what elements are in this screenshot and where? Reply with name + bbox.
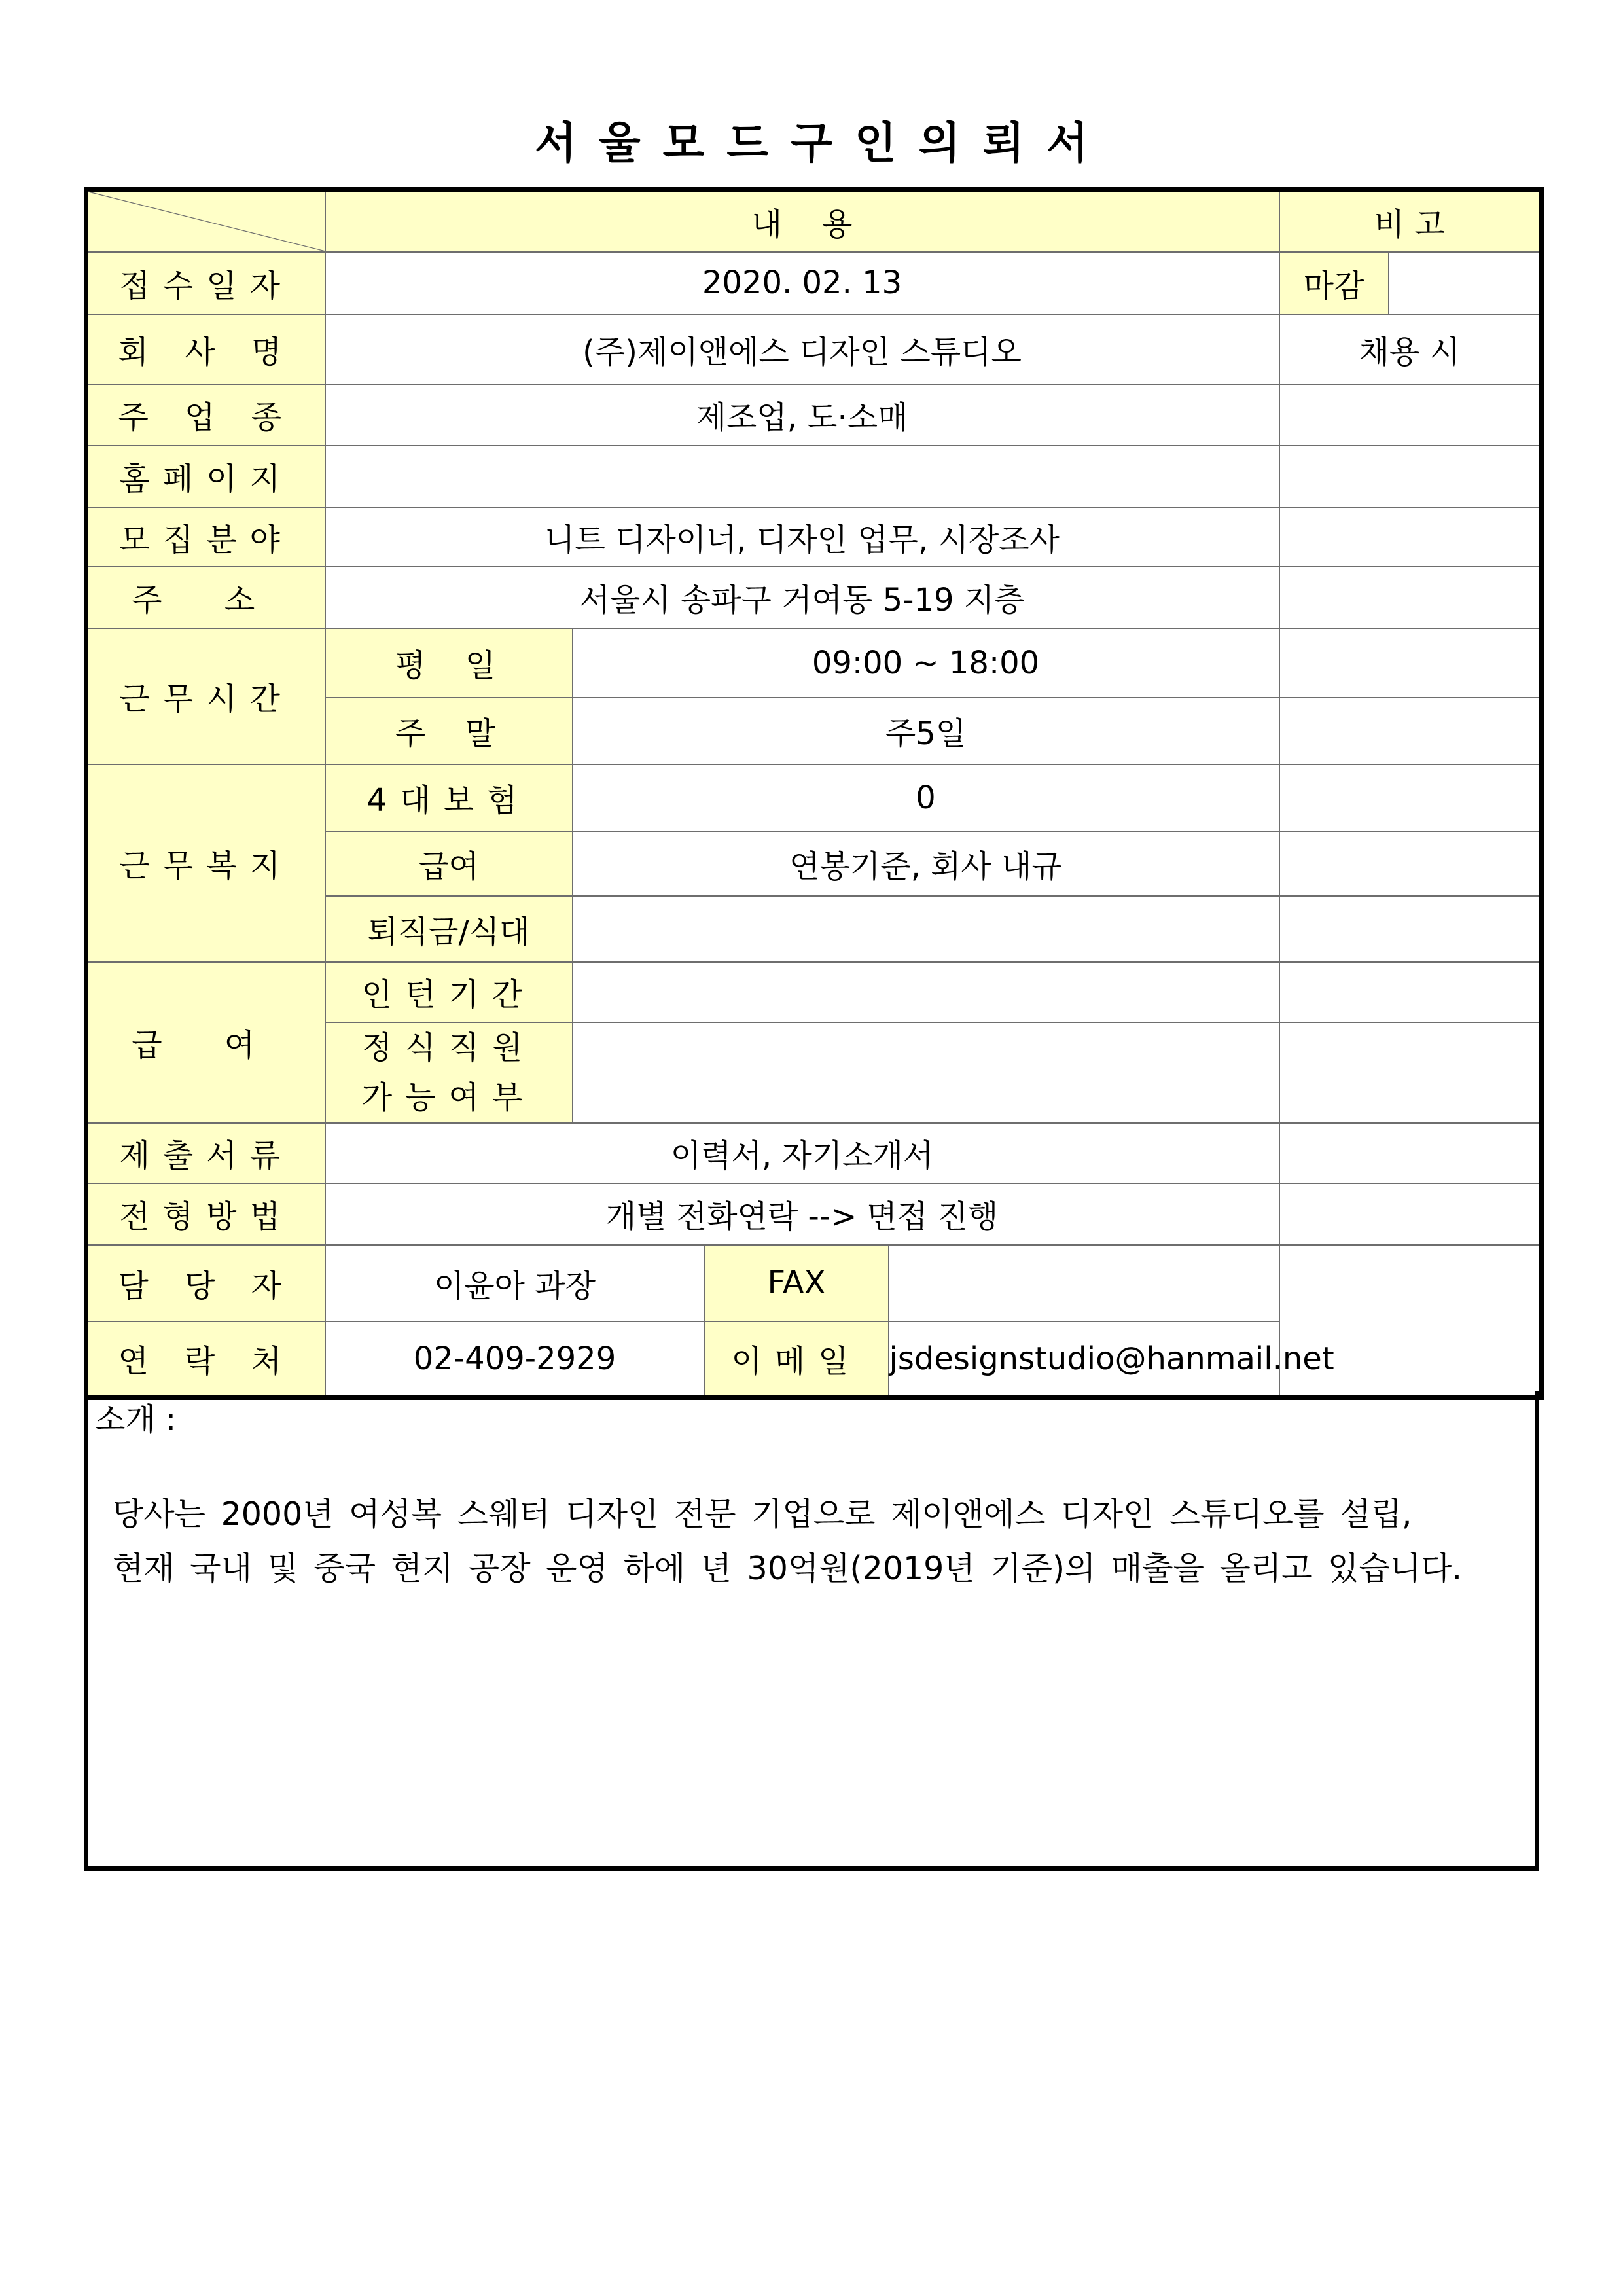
insurance-remark bbox=[1279, 764, 1542, 831]
introduction-line-1: 당사는 2000년 여성복 스웨터 디자인 전문 기업으로 제이앤에스 디자인 스튜디오를 설립, bbox=[113, 1496, 1412, 1533]
weekday-value: 09:00 ~ 18:00 bbox=[573, 628, 1279, 698]
address-label: 주 소 bbox=[86, 567, 325, 628]
address-value: 서울시 송파구 거여동 5-19 지층 bbox=[325, 567, 1279, 628]
manager-row bbox=[86, 1245, 1542, 1321]
fax-label: FAX bbox=[705, 1245, 889, 1321]
weekend-label: 주 말 bbox=[325, 698, 573, 764]
regular-staff-value bbox=[573, 1022, 1279, 1123]
recruit-field-row bbox=[86, 507, 1542, 567]
severance-remark bbox=[1279, 896, 1542, 962]
company-row bbox=[86, 314, 1542, 384]
corner-diagonal-cell bbox=[86, 190, 325, 252]
insurance-row bbox=[86, 764, 1542, 831]
deadline-value bbox=[1389, 252, 1542, 314]
introduction-line-2: 현재 국내 및 중국 현지 공장 운영 하에 년 30억원(2019년 기준)의 매출을 올리고 있습니다. bbox=[113, 1550, 1463, 1587]
manager-label: 담 당 자 bbox=[86, 1245, 325, 1321]
address-remark bbox=[1279, 567, 1542, 628]
work-hours-label: 근무시간 bbox=[86, 628, 325, 764]
recruitment-form-table bbox=[84, 187, 1544, 1400]
recruit-field-label: 모집분야 bbox=[86, 507, 325, 567]
industry-remark bbox=[1279, 384, 1542, 446]
introduction-box bbox=[84, 1391, 1539, 1871]
salary-value: 연봉기준, 회사 내규 bbox=[573, 831, 1279, 896]
homepage-remark bbox=[1279, 446, 1542, 507]
remarks-header: 비 고 bbox=[1279, 190, 1542, 252]
weekday-label: 평 일 bbox=[325, 628, 573, 698]
diagonal-line bbox=[88, 192, 325, 251]
intern-row bbox=[86, 962, 1542, 1022]
severance-value bbox=[573, 896, 1279, 962]
homepage-value bbox=[325, 446, 1279, 507]
introduction-label: 소개 : bbox=[95, 1401, 177, 1438]
weekday-row bbox=[86, 628, 1542, 698]
homepage-row bbox=[86, 446, 1542, 507]
header-row bbox=[86, 190, 1542, 252]
industry-row bbox=[86, 384, 1542, 446]
intern-value bbox=[573, 962, 1279, 1022]
document-title: 서울모드구인의뢰서 bbox=[535, 118, 1111, 168]
company-remark: 채용 시 bbox=[1279, 314, 1542, 384]
company-label: 회 사 명 bbox=[86, 314, 325, 384]
receipt-date-row bbox=[86, 252, 1542, 314]
industry-label: 주 업 종 bbox=[86, 384, 325, 446]
insurance-value: 0 bbox=[573, 764, 1279, 831]
selection-label: 전형방법 bbox=[86, 1183, 325, 1245]
selection-row bbox=[86, 1183, 1542, 1245]
contact-label: 연 락 처 bbox=[86, 1321, 325, 1398]
weekend-value: 주5일 bbox=[573, 698, 1279, 764]
address-row bbox=[86, 567, 1542, 628]
email-value: jsdesignstudio@hanmail.net bbox=[889, 1321, 1279, 1398]
weekend-remark bbox=[1279, 698, 1542, 764]
regular-staff-remark bbox=[1279, 1022, 1542, 1123]
regular-staff-label bbox=[325, 1022, 573, 1123]
content-header: 내 용 bbox=[325, 190, 1279, 252]
welfare-label: 근무복지 bbox=[86, 764, 325, 962]
selection-remark bbox=[1279, 1183, 1542, 1245]
documents-row bbox=[86, 1123, 1542, 1183]
regular-staff-label-line1: 정식직원 bbox=[361, 1029, 536, 1066]
documents-value: 이력서, 자기소개서 bbox=[325, 1123, 1279, 1183]
selection-value: 개별 전화연락 --> 면접 진행 bbox=[325, 1183, 1279, 1245]
deadline-label: 마감 bbox=[1279, 252, 1389, 314]
salary-label: 급여 bbox=[325, 831, 573, 896]
regular-staff-label-line2: 가능여부 bbox=[361, 1079, 536, 1116]
recruit-field-value: 니트 디자이너, 디자인 업무, 시장조사 bbox=[325, 507, 1279, 567]
intern-label: 인턴기간 bbox=[325, 962, 573, 1022]
homepage-label: 홈페이지 bbox=[86, 446, 325, 507]
contact-phone: 02-409-2929 bbox=[325, 1321, 705, 1398]
fax-value bbox=[889, 1245, 1279, 1321]
receipt-date-label: 접수일자 bbox=[86, 252, 325, 314]
documents-label: 제출서류 bbox=[86, 1123, 325, 1183]
pay-label: 급 여 bbox=[86, 962, 325, 1123]
email-label: 이메일 bbox=[705, 1321, 889, 1398]
salary-remark bbox=[1279, 831, 1542, 896]
manager-value: 이윤아 과장 bbox=[325, 1245, 705, 1321]
insurance-label: 4대보험 bbox=[325, 764, 573, 831]
documents-remark bbox=[1279, 1123, 1542, 1183]
weekday-remark bbox=[1279, 628, 1542, 698]
receipt-date-value: 2020. 02. 13 bbox=[325, 252, 1279, 314]
industry-value: 제조업, 도·소매 bbox=[325, 384, 1279, 446]
intern-remark bbox=[1279, 962, 1542, 1022]
recruit-field-remark bbox=[1279, 507, 1542, 567]
company-value: (주)제이앤에스 디자인 스튜디오 bbox=[325, 314, 1279, 384]
severance-label: 퇴직금/식대 bbox=[325, 896, 573, 962]
